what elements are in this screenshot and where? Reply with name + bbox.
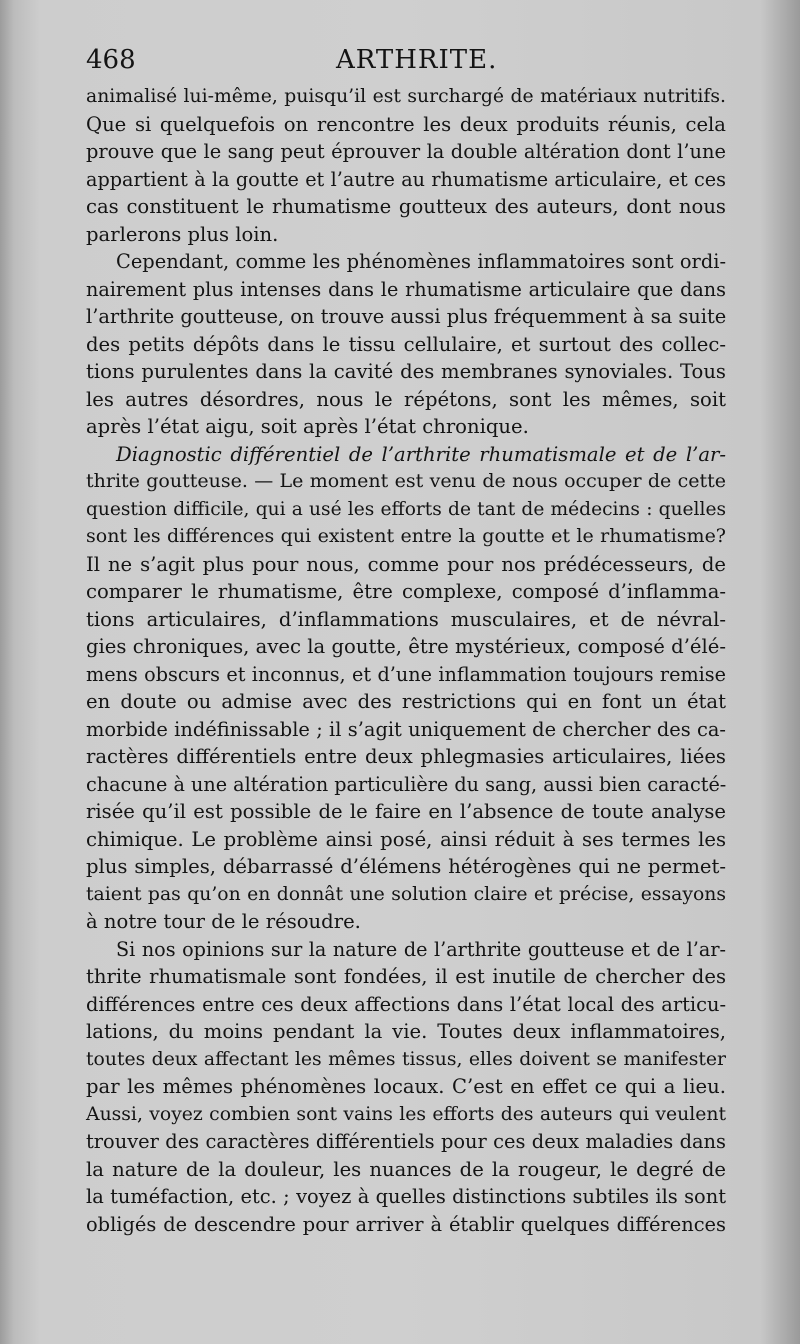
text-line: gies chroniques, avec la goutte, être mystérieux, composé d’élé- bbox=[86, 635, 726, 658]
text-line: prouve que le sang peut éprouver la double altération dont l’une bbox=[86, 140, 726, 163]
text-line: tions purulentes dans la cavité des membranes synoviales. Tous bbox=[86, 360, 726, 383]
text-line: trouver des caractères différentiels pour ces deux maladies dans bbox=[86, 1130, 726, 1153]
text-line: l’arthrite goutteuse, on trouve aussi plus fréquemment à sa suite bbox=[86, 305, 727, 328]
section-heading-line: Diagnostic différentiel de l’arthrite rhumatismale et de l’ar- bbox=[116, 442, 726, 466]
text-line: toutes deux affectant les mêmes tissus, elles doivent se manifester bbox=[86, 1048, 726, 1070]
page-number: 468 bbox=[86, 45, 136, 75]
text-line: parlerons plus loin. bbox=[86, 222, 279, 246]
text-line: thrite rhumatismale sont fondées, il est inutile de chercher des bbox=[86, 965, 726, 988]
text-line: la nature de la douleur, les nuances de la rougeur, le degré de bbox=[86, 1157, 726, 1181]
text-line: sont les différences qui existent entre la goutte et le rhumatisme? bbox=[86, 525, 726, 547]
text-line: en doute ou admise avec des restrictions qui en font un état bbox=[86, 690, 726, 713]
text-line: différences entre ces deux affections dans l’état local des articu- bbox=[86, 992, 726, 1016]
text-line: ractères différentiels entre deux phlegmasies articulaires, liées bbox=[86, 745, 726, 768]
text-line: des petits dépôts dans le tissu cellulaire, et surtout des collec- bbox=[86, 332, 726, 356]
text-line: après l’état aigu, soit après l’état chronique. bbox=[86, 415, 529, 438]
text-line: mens obscurs et inconnus, et d’une inflammation toujours remise bbox=[86, 662, 726, 686]
text-line: obligés de descendre pour arriver à établir quelques différences bbox=[86, 1212, 726, 1236]
text-line: à notre tour de le résoudre. bbox=[86, 910, 361, 933]
text-line: chimique. Le problème ainsi posé, ainsi réduit à ses termes les bbox=[86, 827, 726, 851]
text-line: taient pas qu’on en donnât une solution claire et précise, essayons bbox=[86, 883, 726, 905]
text-line: morbide indéfinissable ; il s’agit uniquement de chercher des ca- bbox=[86, 717, 726, 741]
body-text bbox=[86, 83, 726, 1238]
running-title: ARTHRITE. bbox=[336, 45, 498, 75]
text-line: Cependant, comme les phénomènes inflammatoires sont ordi- bbox=[116, 250, 726, 273]
text-line: risée qu’il est possible de le faire en l’absence de toute analyse bbox=[86, 800, 726, 823]
text-line: comparer le rhumatisme, être complexe, composé d’inflamma- bbox=[86, 580, 726, 603]
text-line: tions articulaires, d’inflammations musculaires, et de névral- bbox=[86, 607, 726, 631]
text-line: plus simples, débarrassé d’élémens hétérogènes qui ne permet- bbox=[86, 855, 726, 878]
text-line: Il ne s’agit plus pour nous, comme pour nos prédécesseurs, de bbox=[86, 552, 726, 576]
text-line: thrite goutteuse. — Le moment est venu de nous occuper de cette bbox=[86, 470, 726, 492]
text-line: animalisé lui-même, puisqu’il est surchargé de matériaux nutritifs. bbox=[86, 86, 726, 107]
text-line: chacune à une altération particulière du sang, aussi bien caracté- bbox=[86, 772, 727, 796]
text-line: par les mêmes phénomènes locaux. C’est en effet ce qui a lieu. bbox=[86, 1075, 726, 1098]
page-header bbox=[86, 44, 726, 84]
text-line: Si nos opinions sur la nature de l’arthrite goutteuse et de l’ar- bbox=[116, 937, 726, 961]
text-line: les autres désordres, nous le répétons, sont les mêmes, soit bbox=[86, 387, 726, 411]
text-line: cas constituent le rhumatisme goutteux des auteurs, dont nous bbox=[86, 195, 726, 218]
text-line: la tuméfaction, etc. ; voyez à quelles distinctions subtiles ils sont bbox=[86, 1185, 726, 1208]
text-line: nairement plus intenses dans le rhumatisme articulaire que dans bbox=[86, 277, 726, 301]
text-line: Aussi, voyez combien sont vains les efforts des auteurs qui veulent bbox=[86, 1103, 726, 1125]
text-line: appartient à la goutte et l’autre au rhumatisme articulaire, et ces bbox=[86, 167, 726, 191]
text-line: question difficile, qui a usé les efforts de tant de médecins : quelles bbox=[86, 498, 726, 520]
text-line: Que si quelquefois on rencontre les deux produits réunis, cela bbox=[86, 112, 726, 136]
text-line: lations, du moins pendant la vie. Toutes deux inflammatoires, bbox=[86, 1020, 726, 1043]
